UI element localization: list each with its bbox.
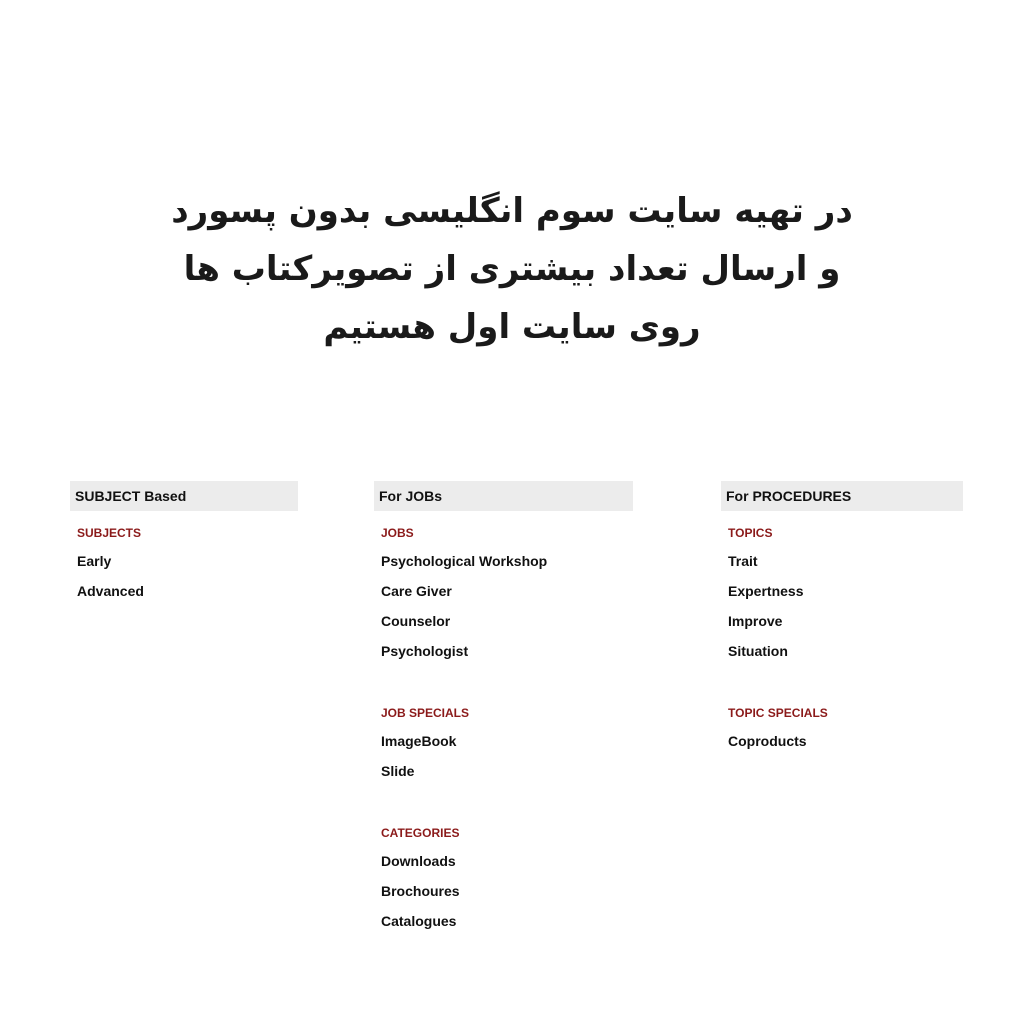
column-header-for-procedures[interactable]: For PROCEDURES [721, 481, 963, 511]
menu-group-topics [721, 523, 963, 666]
menu-item-downloads[interactable]: Downloads [381, 853, 456, 869]
menu-column-subject [70, 481, 298, 606]
menu-item-expertness[interactable]: Expertness [728, 583, 804, 599]
menu-item-counselor[interactable]: Counselor [381, 613, 451, 629]
menu-column-procedures [721, 481, 963, 756]
announcement-line: و ارسال تعداد بیشتری از تصویرکتاب ها [183, 249, 841, 289]
menu-item-psychologist[interactable]: Psychologist [381, 643, 469, 659]
announcement-banner [112, 182, 912, 356]
menu-item-imagebook[interactable]: ImageBook [381, 733, 457, 749]
column-header-subject-based[interactable]: SUBJECT Based [70, 481, 298, 511]
menu-group-job-specials [374, 703, 633, 786]
menu-group-categories [374, 823, 633, 936]
menu-item-improve[interactable]: Improve [728, 613, 783, 629]
menu-column-jobs [374, 481, 633, 936]
menu-group-subjects [70, 523, 298, 606]
menu-item-slide[interactable]: Slide [381, 763, 415, 779]
menu-item-trait[interactable]: Trait [728, 553, 758, 569]
group-title-topics: TOPICS [728, 526, 773, 540]
group-title-topic-specials: TOPIC SPECIALS [728, 706, 828, 720]
column-header-for-jobs[interactable]: For JOBs [374, 481, 633, 511]
menu-item-situation[interactable]: Situation [728, 643, 788, 659]
announcement-line: روی سایت اول هستیم [323, 307, 701, 347]
menu-item-early[interactable]: Early [77, 553, 112, 569]
menu-item-care-giver[interactable]: Care Giver [381, 583, 452, 599]
menu-item-advanced[interactable]: Advanced [77, 583, 144, 599]
group-title-categories: CATEGORIES [381, 826, 460, 840]
announcement-line: در تهیه سایت سوم انگلیسی بدون پسورد [171, 191, 853, 231]
menu-item-psychological-workshop[interactable]: Psychological Workshop [381, 553, 548, 569]
menu-item-coproducts[interactable]: Coproducts [728, 733, 807, 749]
menu-group-topic-specials [721, 703, 963, 756]
group-title-job-specials: JOB SPECIALS [381, 706, 470, 720]
group-title-subjects: SUBJECTS [77, 526, 142, 540]
menu-item-brochoures[interactable]: Brochoures [381, 883, 460, 899]
group-title-jobs: JOBS [381, 526, 414, 540]
menu-item-catalogues[interactable]: Catalogues [381, 913, 457, 929]
menu-group-jobs [374, 523, 633, 666]
